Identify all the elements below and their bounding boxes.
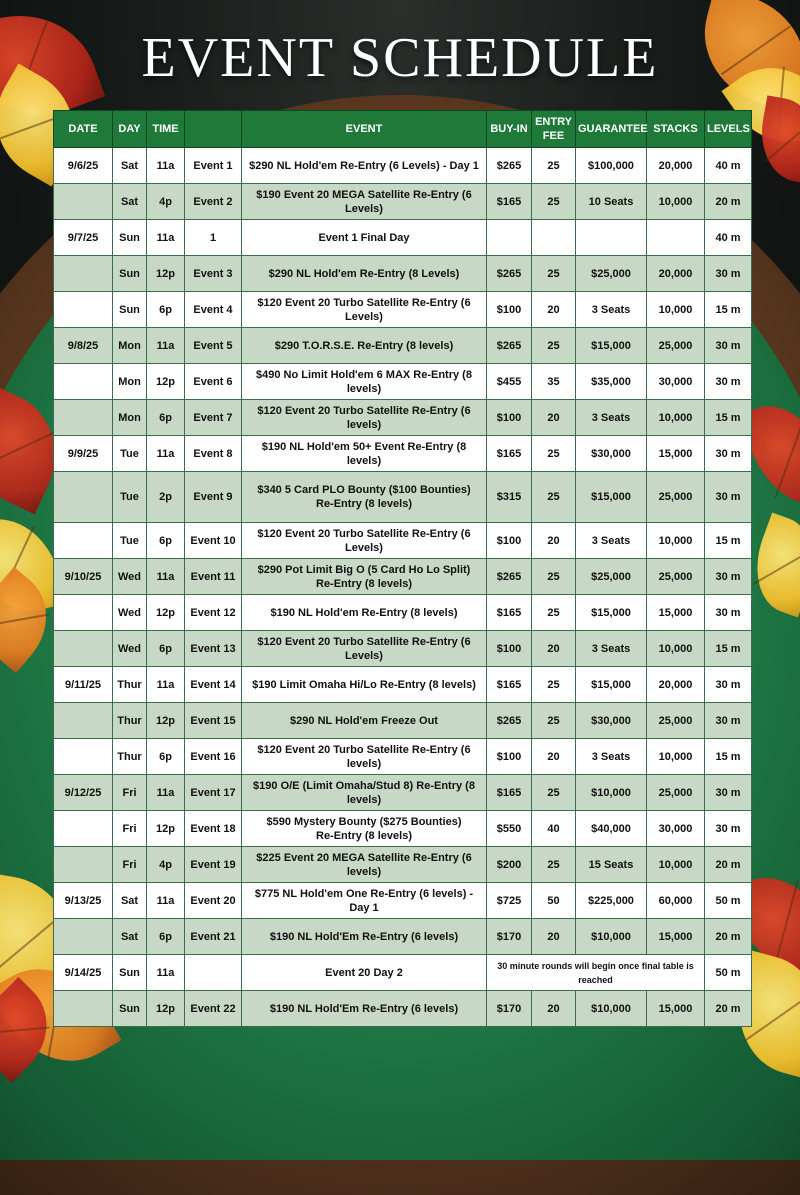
table-row — [54, 472, 752, 523]
event-name-cell: $120 Event 20 Turbo Satellite Re-Entry (6 Levels) — [242, 631, 487, 667]
levels-cell: 30 m — [705, 559, 752, 595]
event-name-cell: Event 20 Day 2 — [242, 955, 487, 991]
event-number-cell: Event 12 — [185, 595, 242, 631]
stacks-cell: 25,000 — [647, 775, 705, 811]
event-number-cell: Event 2 — [185, 184, 242, 220]
entry-fee-cell: 25 — [532, 184, 576, 220]
entry-fee-cell: 25 — [532, 559, 576, 595]
entry-fee-cell: 20 — [532, 631, 576, 667]
table-row — [54, 811, 752, 847]
time-cell: 12p — [147, 703, 185, 739]
day-cell: Tue — [113, 523, 147, 559]
guarantee-cell: $30,000 — [576, 436, 647, 472]
entry-fee-cell: 20 — [532, 292, 576, 328]
guarantee-cell: $100,000 — [576, 148, 647, 184]
day-cell: Sat — [113, 148, 147, 184]
table-row — [54, 328, 752, 364]
note-cell: 30 minute rounds will begin once final table is reached — [487, 955, 705, 991]
levels-cell: 30 m — [705, 364, 752, 400]
stacks-cell — [647, 220, 705, 256]
date-cell — [54, 400, 113, 436]
day-cell: Mon — [113, 400, 147, 436]
table-row — [54, 631, 752, 667]
header-date: DATE — [54, 111, 113, 148]
time-cell: 2p — [147, 472, 185, 523]
levels-cell: 30 m — [705, 256, 752, 292]
day-cell: Sun — [113, 292, 147, 328]
levels-cell: 30 m — [705, 811, 752, 847]
table-row — [54, 148, 752, 184]
event-name-cell: $190 NL Hold'em Re-Entry (8 levels) — [242, 595, 487, 631]
buyin-cell: $170 — [487, 919, 532, 955]
day-cell: Fri — [113, 847, 147, 883]
buyin-cell: $100 — [487, 292, 532, 328]
event-number-cell: Event 8 — [185, 436, 242, 472]
event-number-cell: Event 20 — [185, 883, 242, 919]
levels-cell: 15 m — [705, 400, 752, 436]
entry-fee-cell: 25 — [532, 775, 576, 811]
event-name-cell: $340 5 Card PLO Bounty ($100 Bounties) Re-Entry (8 levels) — [242, 472, 487, 523]
buyin-cell: $170 — [487, 991, 532, 1027]
event-number-cell — [185, 955, 242, 991]
event-name-cell: $190 Event 20 MEGA Satellite Re-Entry (6 Levels) — [242, 184, 487, 220]
buyin-cell: $725 — [487, 883, 532, 919]
time-cell: 6p — [147, 631, 185, 667]
table-row — [54, 955, 752, 991]
time-cell: 11a — [147, 436, 185, 472]
day-cell: Sun — [113, 256, 147, 292]
day-cell: Sun — [113, 220, 147, 256]
date-cell — [54, 364, 113, 400]
guarantee-cell — [576, 220, 647, 256]
date-cell — [54, 703, 113, 739]
stacks-cell: 10,000 — [647, 400, 705, 436]
table-row — [54, 991, 752, 1027]
levels-cell: 20 m — [705, 919, 752, 955]
event-number-cell: Event 21 — [185, 919, 242, 955]
table-row — [54, 919, 752, 955]
event-name-cell: $225 Event 20 MEGA Satellite Re-Entry (6 levels) — [242, 847, 487, 883]
time-cell: 6p — [147, 523, 185, 559]
event-name-cell: $120 Event 20 Turbo Satellite Re-Entry (6 levels) — [242, 739, 487, 775]
stacks-cell: 10,000 — [647, 739, 705, 775]
entry-fee-cell: 40 — [532, 811, 576, 847]
stacks-cell: 25,000 — [647, 472, 705, 523]
levels-cell: 15 m — [705, 739, 752, 775]
guarantee-cell: $40,000 — [576, 811, 647, 847]
event-name-cell: $290 NL Hold'em Freeze Out — [242, 703, 487, 739]
time-cell: 4p — [147, 847, 185, 883]
time-cell: 11a — [147, 559, 185, 595]
table-row — [54, 703, 752, 739]
event-number-cell: Event 11 — [185, 559, 242, 595]
entry-fee-cell: 25 — [532, 595, 576, 631]
buyin-cell — [487, 220, 532, 256]
date-cell: 9/12/25 — [54, 775, 113, 811]
time-cell: 11a — [147, 148, 185, 184]
day-cell: Sat — [113, 883, 147, 919]
entry-fee-cell: 20 — [532, 739, 576, 775]
header-time: TIME — [147, 111, 185, 148]
stacks-cell: 15,000 — [647, 991, 705, 1027]
entry-fee-cell: 25 — [532, 847, 576, 883]
entry-fee-cell: 25 — [532, 472, 576, 523]
buyin-cell: $165 — [487, 667, 532, 703]
entry-fee-cell: 35 — [532, 364, 576, 400]
event-name-cell: $190 NL Hold'Em Re-Entry (6 levels) — [242, 991, 487, 1027]
event-number-cell: Event 3 — [185, 256, 242, 292]
date-cell: 9/8/25 — [54, 328, 113, 364]
levels-cell: 15 m — [705, 523, 752, 559]
entry-fee-cell — [532, 220, 576, 256]
header-day: DAY — [113, 111, 147, 148]
date-cell — [54, 184, 113, 220]
buyin-cell: $165 — [487, 184, 532, 220]
levels-cell: 20 m — [705, 991, 752, 1027]
event-number-cell: Event 10 — [185, 523, 242, 559]
stacks-cell: 20,000 — [647, 256, 705, 292]
event-number-cell: Event 16 — [185, 739, 242, 775]
entry-fee-cell: 25 — [532, 256, 576, 292]
event-number-cell: Event 5 — [185, 328, 242, 364]
table-row — [54, 436, 752, 472]
header-event-number — [185, 111, 242, 148]
levels-cell: 15 m — [705, 292, 752, 328]
table-row — [54, 292, 752, 328]
day-cell: Thur — [113, 739, 147, 775]
header-event: EVENT — [242, 111, 487, 148]
guarantee-cell: $10,000 — [576, 991, 647, 1027]
table-row — [54, 739, 752, 775]
event-name-cell: $290 Pot Limit Big O (5 Card Ho Lo Split) Re-Entry (8 levels) — [242, 559, 487, 595]
event-name-cell: $190 NL Hold'Em Re-Entry (6 levels) — [242, 919, 487, 955]
time-cell: 12p — [147, 991, 185, 1027]
time-cell: 11a — [147, 955, 185, 991]
stacks-cell: 15,000 — [647, 595, 705, 631]
header-guarantee: GUARANTEE — [576, 111, 647, 148]
stacks-cell: 10,000 — [647, 292, 705, 328]
day-cell: Sun — [113, 991, 147, 1027]
event-name-cell: $290 T.O.R.S.E. Re-Entry (8 levels) — [242, 328, 487, 364]
date-cell: 9/11/25 — [54, 667, 113, 703]
table-row — [54, 220, 752, 256]
buyin-cell: $455 — [487, 364, 532, 400]
entry-fee-cell: 25 — [532, 667, 576, 703]
levels-cell: 50 m — [705, 883, 752, 919]
header-entry-fee: ENTRY FEE — [532, 111, 576, 148]
levels-cell: 15 m — [705, 631, 752, 667]
table-row — [54, 184, 752, 220]
buyin-cell: $265 — [487, 559, 532, 595]
event-number-cell: Event 14 — [185, 667, 242, 703]
day-cell: Mon — [113, 364, 147, 400]
time-cell: 11a — [147, 220, 185, 256]
guarantee-cell: 3 Seats — [576, 739, 647, 775]
event-name-cell: $190 Limit Omaha Hi/Lo Re-Entry (8 levels) — [242, 667, 487, 703]
event-number-cell: Event 13 — [185, 631, 242, 667]
time-cell: 4p — [147, 184, 185, 220]
event-number-cell: Event 19 — [185, 847, 242, 883]
time-cell: 6p — [147, 919, 185, 955]
date-cell — [54, 811, 113, 847]
guarantee-cell: $30,000 — [576, 703, 647, 739]
buyin-cell: $100 — [487, 631, 532, 667]
levels-cell: 30 m — [705, 328, 752, 364]
time-cell: 11a — [147, 775, 185, 811]
guarantee-cell: $35,000 — [576, 364, 647, 400]
buyin-cell: $315 — [487, 472, 532, 523]
stacks-cell: 20,000 — [647, 148, 705, 184]
event-name-cell: $590 Mystery Bounty ($275 Bounties) Re-Entry (8 levels) — [242, 811, 487, 847]
time-cell: 12p — [147, 364, 185, 400]
table-row — [54, 883, 752, 919]
header-stacks: STACKS — [647, 111, 705, 148]
guarantee-cell: $15,000 — [576, 472, 647, 523]
guarantee-cell: $15,000 — [576, 595, 647, 631]
levels-cell: 40 m — [705, 220, 752, 256]
buyin-cell: $265 — [487, 256, 532, 292]
date-cell — [54, 292, 113, 328]
stacks-cell: 30,000 — [647, 364, 705, 400]
event-number-cell: Event 9 — [185, 472, 242, 523]
entry-fee-cell: 20 — [532, 400, 576, 436]
event-name-cell: $190 O/E (Limit Omaha/Stud 8) Re-Entry (8 levels) — [242, 775, 487, 811]
event-number-cell: Event 1 — [185, 148, 242, 184]
event-number-cell: Event 7 — [185, 400, 242, 436]
event-number-cell: Event 6 — [185, 364, 242, 400]
table-row — [54, 595, 752, 631]
table-row — [54, 775, 752, 811]
entry-fee-cell: 25 — [532, 703, 576, 739]
event-number-cell: 1 — [185, 220, 242, 256]
stacks-cell: 30,000 — [647, 811, 705, 847]
event-name-cell: $120 Event 20 Turbo Satellite Re-Entry (6 levels) — [242, 400, 487, 436]
date-cell: 9/7/25 — [54, 220, 113, 256]
guarantee-cell: 3 Seats — [576, 631, 647, 667]
date-cell — [54, 523, 113, 559]
entry-fee-cell: 20 — [532, 523, 576, 559]
buyin-cell: $200 — [487, 847, 532, 883]
day-cell: Thur — [113, 703, 147, 739]
day-cell: Sat — [113, 184, 147, 220]
date-cell: 9/13/25 — [54, 883, 113, 919]
levels-cell: 40 m — [705, 148, 752, 184]
time-cell: 12p — [147, 811, 185, 847]
event-name-cell: Event 1 Final Day — [242, 220, 487, 256]
buyin-cell: $165 — [487, 595, 532, 631]
event-number-cell: Event 22 — [185, 991, 242, 1027]
stacks-cell: 10,000 — [647, 631, 705, 667]
event-name-cell: $190 NL Hold'em 50+ Event Re-Entry (8 levels) — [242, 436, 487, 472]
schedule-table — [53, 110, 752, 1027]
page-title: EVENT SCHEDULE — [141, 27, 659, 89]
levels-cell: 30 m — [705, 595, 752, 631]
table-row — [54, 364, 752, 400]
table-row — [54, 847, 752, 883]
table-row — [54, 523, 752, 559]
event-name-cell: $120 Event 20 Turbo Satellite Re-Entry (6 Levels) — [242, 292, 487, 328]
levels-cell: 30 m — [705, 667, 752, 703]
date-cell: 9/10/25 — [54, 559, 113, 595]
table-row — [54, 400, 752, 436]
guarantee-cell: $15,000 — [576, 328, 647, 364]
entry-fee-cell: 25 — [532, 436, 576, 472]
day-cell: Sun — [113, 955, 147, 991]
guarantee-cell: 3 Seats — [576, 400, 647, 436]
guarantee-cell: $25,000 — [576, 559, 647, 595]
guarantee-cell: $225,000 — [576, 883, 647, 919]
day-cell: Tue — [113, 472, 147, 523]
date-cell — [54, 472, 113, 523]
entry-fee-cell: 20 — [532, 991, 576, 1027]
date-cell — [54, 847, 113, 883]
time-cell: 6p — [147, 292, 185, 328]
event-number-cell: Event 4 — [185, 292, 242, 328]
day-cell: Wed — [113, 559, 147, 595]
day-cell: Sat — [113, 919, 147, 955]
event-name-cell: $290 NL Hold'em Re-Entry (8 Levels) — [242, 256, 487, 292]
buyin-cell: $165 — [487, 436, 532, 472]
entry-fee-cell: 20 — [532, 919, 576, 955]
event-name-cell: $290 NL Hold'em Re-Entry (6 Levels) - Day 1 — [242, 148, 487, 184]
buyin-cell: $265 — [487, 148, 532, 184]
guarantee-cell: $25,000 — [576, 256, 647, 292]
date-cell: 9/6/25 — [54, 148, 113, 184]
levels-cell: 50 m — [705, 955, 752, 991]
time-cell: 12p — [147, 256, 185, 292]
header-levels: LEVELS — [705, 111, 752, 148]
date-cell — [54, 631, 113, 667]
levels-cell: 30 m — [705, 436, 752, 472]
guarantee-cell: 3 Seats — [576, 523, 647, 559]
time-cell: 11a — [147, 667, 185, 703]
buyin-cell: $265 — [487, 328, 532, 364]
day-cell: Tue — [113, 436, 147, 472]
stacks-cell: 10,000 — [647, 847, 705, 883]
day-cell: Mon — [113, 328, 147, 364]
date-cell: 9/9/25 — [54, 436, 113, 472]
guarantee-cell: $10,000 — [576, 775, 647, 811]
event-name-cell: $490 No Limit Hold'em 6 MAX Re-Entry (8 levels) — [242, 364, 487, 400]
stacks-cell: 60,000 — [647, 883, 705, 919]
levels-cell: 30 m — [705, 703, 752, 739]
buyin-cell: $100 — [487, 739, 532, 775]
levels-cell: 30 m — [705, 472, 752, 523]
day-cell: Fri — [113, 811, 147, 847]
stacks-cell: 15,000 — [647, 919, 705, 955]
levels-cell: 20 m — [705, 184, 752, 220]
buyin-cell: $265 — [487, 703, 532, 739]
stacks-cell: 25,000 — [647, 328, 705, 364]
table-row — [54, 256, 752, 292]
time-cell: 6p — [147, 400, 185, 436]
stacks-cell: 10,000 — [647, 184, 705, 220]
day-cell: Thur — [113, 667, 147, 703]
event-name-cell: $120 Event 20 Turbo Satellite Re-Entry (6 Levels) — [242, 523, 487, 559]
day-cell: Fri — [113, 775, 147, 811]
stacks-cell: 10,000 — [647, 523, 705, 559]
event-number-cell: Event 17 — [185, 775, 242, 811]
date-cell — [54, 256, 113, 292]
event-number-cell: Event 15 — [185, 703, 242, 739]
date-cell — [54, 919, 113, 955]
day-cell: Wed — [113, 631, 147, 667]
time-cell: 12p — [147, 595, 185, 631]
buyin-cell: $100 — [487, 523, 532, 559]
date-cell: 9/14/25 — [54, 955, 113, 991]
guarantee-cell: $10,000 — [576, 919, 647, 955]
date-cell — [54, 991, 113, 1027]
entry-fee-cell: 25 — [532, 148, 576, 184]
day-cell: Wed — [113, 595, 147, 631]
entry-fee-cell: 50 — [532, 883, 576, 919]
table-row — [54, 667, 752, 703]
entry-fee-cell: 25 — [532, 328, 576, 364]
date-cell — [54, 595, 113, 631]
date-cell — [54, 739, 113, 775]
buyin-cell: $165 — [487, 775, 532, 811]
time-cell: 11a — [147, 883, 185, 919]
buyin-cell: $100 — [487, 400, 532, 436]
time-cell: 11a — [147, 328, 185, 364]
guarantee-cell: 10 Seats — [576, 184, 647, 220]
guarantee-cell: 3 Seats — [576, 292, 647, 328]
header-row — [54, 111, 752, 148]
guarantee-cell: $15,000 — [576, 667, 647, 703]
time-cell: 6p — [147, 739, 185, 775]
event-name-cell: $775 NL Hold'em One Re-Entry (6 levels) - Day 1 — [242, 883, 487, 919]
stacks-cell: 25,000 — [647, 703, 705, 739]
levels-cell: 30 m — [705, 775, 752, 811]
guarantee-cell: 15 Seats — [576, 847, 647, 883]
event-number-cell: Event 18 — [185, 811, 242, 847]
stacks-cell: 15,000 — [647, 436, 705, 472]
buyin-cell: $550 — [487, 811, 532, 847]
stacks-cell: 25,000 — [647, 559, 705, 595]
header-buyin: BUY-IN — [487, 111, 532, 148]
levels-cell: 20 m — [705, 847, 752, 883]
stacks-cell: 20,000 — [647, 667, 705, 703]
table-row — [54, 559, 752, 595]
